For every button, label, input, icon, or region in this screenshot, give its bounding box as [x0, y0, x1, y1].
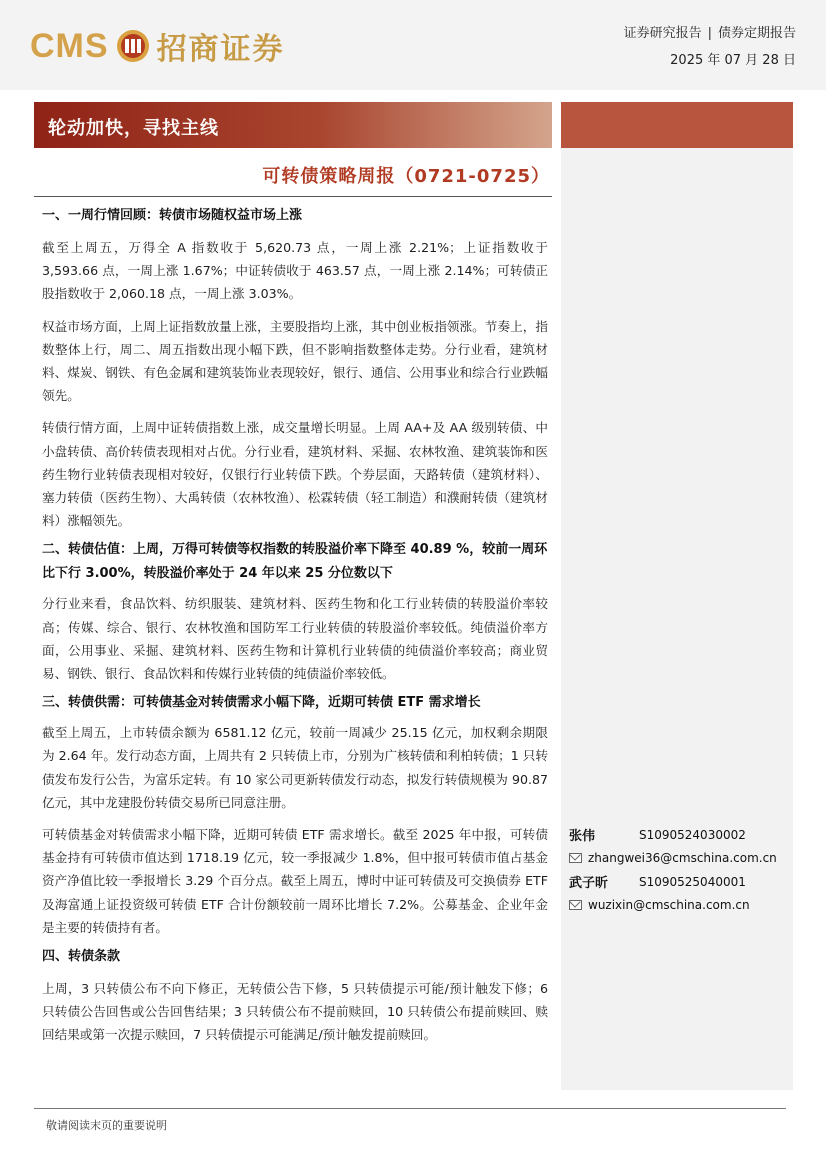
title-bar [34, 102, 552, 148]
author-email-row [569, 894, 789, 918]
paragraph: 可转债基金对转债需求小幅下降，近期可转债 ETF 需求增长。截至 2025 年中报，可转债基金持有可转债市值达到 1718.19 亿元，较一季报减少 1.8%，但中报可转债市值占基金资产净值比较一季报增长 3.29 个百分点。截至上周五，博时中证可转债及可交换债券 ETF 及海富通上证投资级可转债 ETF 合计份额较前一周环比增长 7.2%。公募基金、企业年金是主要的转债持有者。 [42, 827, 548, 935]
author-email[interactable]: zhangwei36@cmschina.com.cn [588, 851, 777, 866]
section-4 [42, 945, 548, 1047]
meta-separator: | [707, 26, 712, 41]
author-code: S1090524030002 [639, 827, 746, 842]
mail-icon [569, 853, 582, 863]
logo-latin: CMS [30, 26, 109, 65]
author-list [569, 823, 789, 917]
sidebar-header-bar [561, 102, 793, 148]
section-3 [42, 691, 548, 939]
report-meta [624, 22, 796, 68]
paragraph: 转债行情方面，上周中证转债指数上涨，成交量增长明显。上周 AA+及 AA 级别转债、中小盘转债、高价转债表现相对占优。分行业看，建筑材料、采掘、农林牧渔、建筑装饰和医药生物行业转债表现相对较好，仅银行行业转债下跌。个券层面，天路转债（建筑材料）、塞力转债（医药生物）、大禹转债（农林牧渔）、松霖转债（轻工制造）和濮耐转债（建筑材料）涨幅领先。 [42, 420, 548, 529]
section-heading: 三、转债供需：可转债基金对转债需求小幅下降，近期可转债 ETF 需求增长 [42, 695, 481, 711]
subtitle-divider [34, 196, 552, 197]
section-heading: 二、转债估值：上周，万得可转债等权指数的转股溢价率下降至 40.89 %，较前一周环比下行 3.00%，转股溢价率处于 24 年以来 25 分位数以下 [42, 542, 548, 582]
author-code: S1090525040001 [639, 874, 746, 889]
sidebar-panel [561, 148, 793, 1090]
section-heading: 四、转债条款 [42, 949, 121, 965]
paragraph: 分行业来看，食品饮料、纺织服装、建筑材料、医药生物和化工行业转债的转股溢价率较高；传媒、综合、银行、农林牧渔和国防军工行业转债的转股溢价率较低。纯债溢价率方面，公用事业、采掘、建筑材料、医药生物和计算机行业转债的纯债溢价率较高；商业贸易、钢铁、银行、食品饮料和传媒行业转债的纯债溢价率较低。 [42, 596, 548, 682]
report-date: 2025 年 07 月 28 日 [670, 53, 796, 68]
logo-emblem-icon [115, 28, 151, 64]
author-row [569, 870, 789, 894]
author-name: 张伟 [569, 829, 596, 845]
logo-chinese: 招商证券 [156, 32, 285, 67]
paragraph: 截至上周五，万得全 A 指数收于 5,620.73 点，一周上涨 2.21%；上证指数收于 3,593.66 点，一周上涨 1.67%；中证转债收于 463.57 点，一周上涨 2.14%；可转债正股指数收于 2,060.18 点，一周上涨 3.03%。 [42, 240, 548, 302]
paragraph: 上周，3 只转债公布不向下修正，无转债公告下修，5 只转债提示可能/预计触发下修；6 只转债公告回售或公告回售结果；3 只转债公布不提前赎回，10 只转债公布提前赎回、赎回结果或第一次提示赎回，7 只转债提示可能满足/预计触发提前赎回。 [42, 981, 548, 1043]
author-email[interactable]: wuzixin@cmschina.com.cn [588, 898, 750, 913]
main-content [42, 204, 548, 1047]
footer-divider [34, 1108, 786, 1109]
report-title: 轮动加快，寻找主线 [48, 118, 219, 139]
mail-icon [569, 900, 582, 910]
author-row [569, 823, 789, 847]
section-1 [42, 204, 548, 532]
paragraph: 权益市场方面，上周上证指数放量上涨，主要股指均上涨，其中创业板指领涨。节奏上，指数整体上行，周二、周五指数出现小幅下跌，但不影响指数整体走势。分行业看，建筑材料、煤炭、钢铁、有色金属和建筑装饰业表现较好，银行、通信、公用事业和综合行业跌幅领先。 [42, 318, 548, 404]
section-2 [42, 538, 548, 685]
footer-note: 敬请阅读末页的重要说明 [46, 1119, 167, 1132]
author-email-row [569, 847, 789, 871]
company-logo [30, 26, 285, 66]
report-category: 债券定期报告 [717, 26, 796, 41]
report-type: 证券研究报告 [623, 26, 702, 41]
paragraph: 截至上周五，上市转债余额为 6581.12 亿元，较前一周减少 25.15 亿元，加权剩余期限为 2.64 年。发行动态方面，上周共有 2 只转债上市，分别为广核转债和利柏转债；1 只转债发布发行公告，为富乐定转。有 10 家公司更新转债发行动态，拟发行转债规模为 90.87 亿元，其中龙建股份转债交易所已同意注册。 [42, 725, 548, 810]
section-heading: 一、一周行情回顾：转债市场随权益市场上涨 [42, 208, 303, 223]
report-subtitle: 可转债策略周报（0721-0725） [262, 166, 550, 187]
author-name: 武子昕 [569, 876, 609, 892]
